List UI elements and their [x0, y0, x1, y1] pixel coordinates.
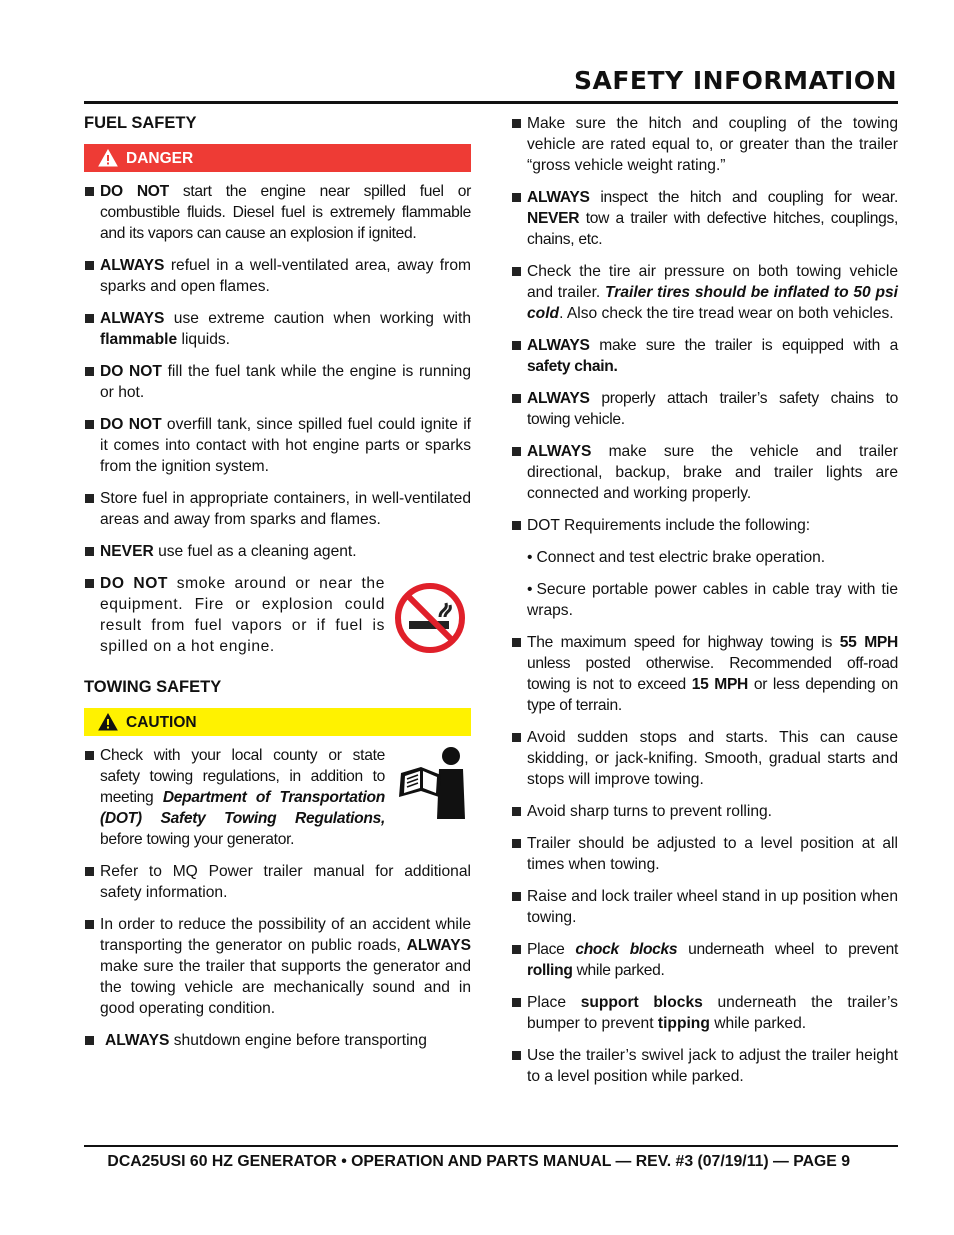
list-item: Check the tire air pressure on both towing vehicle and trailer. Trailer tires should be inflated to 50 psi cold. Also check the tire tread wear on both vehicles.: [511, 261, 898, 324]
list-item: DO NOT fill the fuel tank while the engine is running or hot.: [84, 361, 471, 403]
list-item: Use the trailer’s swivel jack to adjust the trailer height to a level position while parked.: [511, 1045, 898, 1087]
fuel-safety-list: [84, 181, 471, 661]
caution-label: CAUTION: [126, 713, 197, 731]
towing-safety-list: [84, 745, 471, 1051]
list-item: ALWAYS inspect the hitch and coupling for wear. NEVER tow a trailer with defective hitches, couplings, chains, etc.: [511, 187, 898, 250]
list-item: ALWAYS use extreme caution when working with flammable liquids.: [84, 308, 471, 350]
fuel-safety-heading: FUEL SAFETY: [84, 114, 197, 132]
list-item: Avoid sudden stops and starts. This can cause skidding, or jack-knifing. Smooth, gradual starts and stops will improve towing.: [511, 727, 898, 790]
no-smoking-icon: [393, 581, 467, 655]
list-item: Avoid sharp turns to prevent rolling.: [511, 801, 898, 822]
towing-safety-heading: TOWING SAFETY: [84, 678, 222, 696]
page-footer: DCA25USI 60 HZ GENERATOR • OPERATION AND PARTS MANUAL — REV. #3 (07/19/11) — PAGE 9: [107, 1153, 850, 1170]
list-item: ALWAYS shutdown engine before transporting: [84, 1030, 471, 1051]
list-item: Make sure the hitch and coupling of the towing vehicle are rated equal to, or greater than the trailer “gross vehicle weight rating.”: [511, 113, 898, 176]
read-manual-icon: [393, 745, 471, 819]
list-item: In order to reduce the possibility of an accident while transporting the generator on public roads, ALWAYS make sure the trailer that supports the generator and the towing vehicle are mechanically sound and in good operating condition.: [84, 914, 471, 1019]
left-column: [84, 113, 471, 1062]
warning-triangle-icon: [98, 713, 118, 731]
towing-safety-list-continued: [511, 113, 898, 1087]
list-item: ALWAYS make sure the vehicle and trailer directional, backup, brake and trailer lights are connected and working properly.: [511, 441, 898, 504]
list-item: ALWAYS make sure the trailer is equipped with a safety chain.: [511, 335, 898, 377]
warning-triangle-icon: [98, 149, 118, 167]
list-item: DO NOT smoke around or near the equipment. Fire or explosion could result from fuel vapors or if fuel is spilled on a hot engine.: [84, 573, 471, 661]
title-rule: [84, 101, 898, 104]
list-item: DO NOT start the engine near spilled fuel or combustible fluids. Diesel fuel is extremely flammable and its vapors can cause an explosion if ignited.: [84, 181, 471, 244]
list-item: Trailer should be adjusted to a level position at all times when towing.: [511, 833, 898, 875]
right-column: [511, 113, 898, 1098]
list-item: Store fuel in appropriate containers, in well-ventilated areas and away from sparks and flames.: [84, 488, 471, 530]
list-item: Place support blocks underneath the trailer’s bumper to prevent tipping while parked.: [511, 992, 898, 1034]
list-item: Place chock blocks underneath wheel to prevent rolling while parked.: [511, 939, 898, 981]
page-title: SAFETY INFORMATION: [574, 66, 897, 95]
list-item: ALWAYS refuel in a well-ventilated area, away from sparks and open flames.: [84, 255, 471, 297]
list-item: • Connect and test electric brake operation.: [527, 549, 826, 566]
list-item: Raise and lock trailer wheel stand in up position when towing.: [511, 886, 898, 928]
list-item: Check with your local county or state safety towing regulations, in addition to meeting Department of Transportation (DOT) Safety Towing Regulations, before towing your generator.: [84, 745, 471, 850]
danger-banner: [84, 144, 471, 172]
caution-banner: [84, 708, 471, 736]
footer-rule: [84, 1145, 898, 1147]
list-item: DOT Requirements include the following:: [511, 515, 898, 536]
list-item: DO NOT overfill tank, since spilled fuel could ignite if it comes into contact with hot engine parts or sparks from the ignition system.: [84, 414, 471, 477]
list-item: • Secure portable power cables in cable tray with tie wraps.: [527, 581, 898, 619]
danger-label: DANGER: [126, 149, 194, 167]
list-item: ALWAYS properly attach trailer’s safety chains to towing vehicle.: [511, 388, 898, 430]
list-item: Refer to MQ Power trailer manual for additional safety information.: [84, 861, 471, 903]
list-item: The maximum speed for highway towing is 55 MPH unless posted otherwise. Recommended off-road towing is not to exceed 15 MPH or less depending on type of terrain.: [511, 632, 898, 716]
list-item: NEVER use fuel as a cleaning agent.: [84, 541, 471, 562]
